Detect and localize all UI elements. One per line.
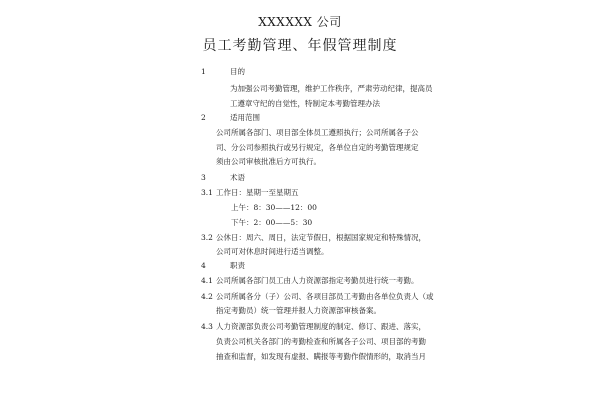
section-2-line-2: 司、分公司参照执行或另行规定，各单位自定的考勤管理规定 bbox=[216, 143, 419, 152]
section-4-1-text: 公司所属各部门员工由人力资源部指定考勤员进行统一考勤。 bbox=[216, 276, 419, 285]
document-title: 员工考勤管理、年假管理制度 bbox=[202, 38, 398, 54]
section-4-2-line-2: 指定考勤员）统一管理并报人力资源部审核备案。 bbox=[216, 306, 381, 315]
section-1-heading: 目的 bbox=[230, 67, 245, 76]
section-1-line-1: 为加强公司考勤管理，维护工作秩序，严肃劳动纪律，提高员 bbox=[230, 84, 433, 93]
section-3-number: 3 bbox=[201, 173, 206, 182]
section-2-line-3: 须由公司审核批准后方可执行。 bbox=[216, 157, 321, 166]
section-4-number: 4 bbox=[201, 261, 206, 270]
section-4-3-line-3: 抽查和监督，如发现有虚报、瞒报等考勤作假情形的，取消当月 bbox=[216, 352, 426, 361]
section-3-2-number: 3.2 bbox=[201, 233, 213, 242]
section-4-2-number: 4.2 bbox=[201, 292, 213, 301]
section-4-2-line-1: 公司所属各分（子）公司、各项目部员工考勤由各单位负责人（或 bbox=[216, 292, 434, 301]
section-1-number: 1 bbox=[201, 67, 206, 76]
company-name: XXXXXX 公司 bbox=[258, 15, 342, 29]
section-3-1-number: 3.1 bbox=[201, 188, 213, 197]
section-4-heading: 职责 bbox=[230, 261, 245, 270]
section-2-number: 2 bbox=[201, 113, 206, 122]
section-3-1-text: 工作日：星期一至星期五 bbox=[216, 188, 299, 197]
section-3-1-morning: 上午：8：30——12：00 bbox=[231, 203, 317, 212]
section-3-2-line-2: 公司可对休息时间进行适当调整。 bbox=[216, 247, 329, 256]
section-4-3-line-1: 人力资源部负责公司考勤管理制度的制定、修订、跟进、落实， bbox=[216, 322, 426, 331]
section-4-3-line-2: 负责公司机关各部门的考勤检查和所属各子公司、项目部的考勤 bbox=[216, 337, 426, 346]
section-1-line-2: 工遵章守纪的自觉性，特制定本考勤管理办法 bbox=[230, 99, 380, 108]
section-2-heading: 适用范围 bbox=[230, 113, 260, 122]
section-4-3-number: 4.3 bbox=[201, 322, 213, 331]
section-2-line-1: 公司所属各部门、项目部全体员工遵照执行；公司所属各子公 bbox=[216, 128, 419, 137]
section-4-1-number: 4.1 bbox=[201, 276, 213, 285]
section-3-2-line-1: 公休日：周六、周日，法定节假日，根据国家规定和特殊情况， bbox=[216, 233, 426, 242]
section-3-heading: 术语 bbox=[230, 173, 245, 182]
section-3-1-afternoon: 下午：2：00——5：30 bbox=[231, 218, 313, 227]
